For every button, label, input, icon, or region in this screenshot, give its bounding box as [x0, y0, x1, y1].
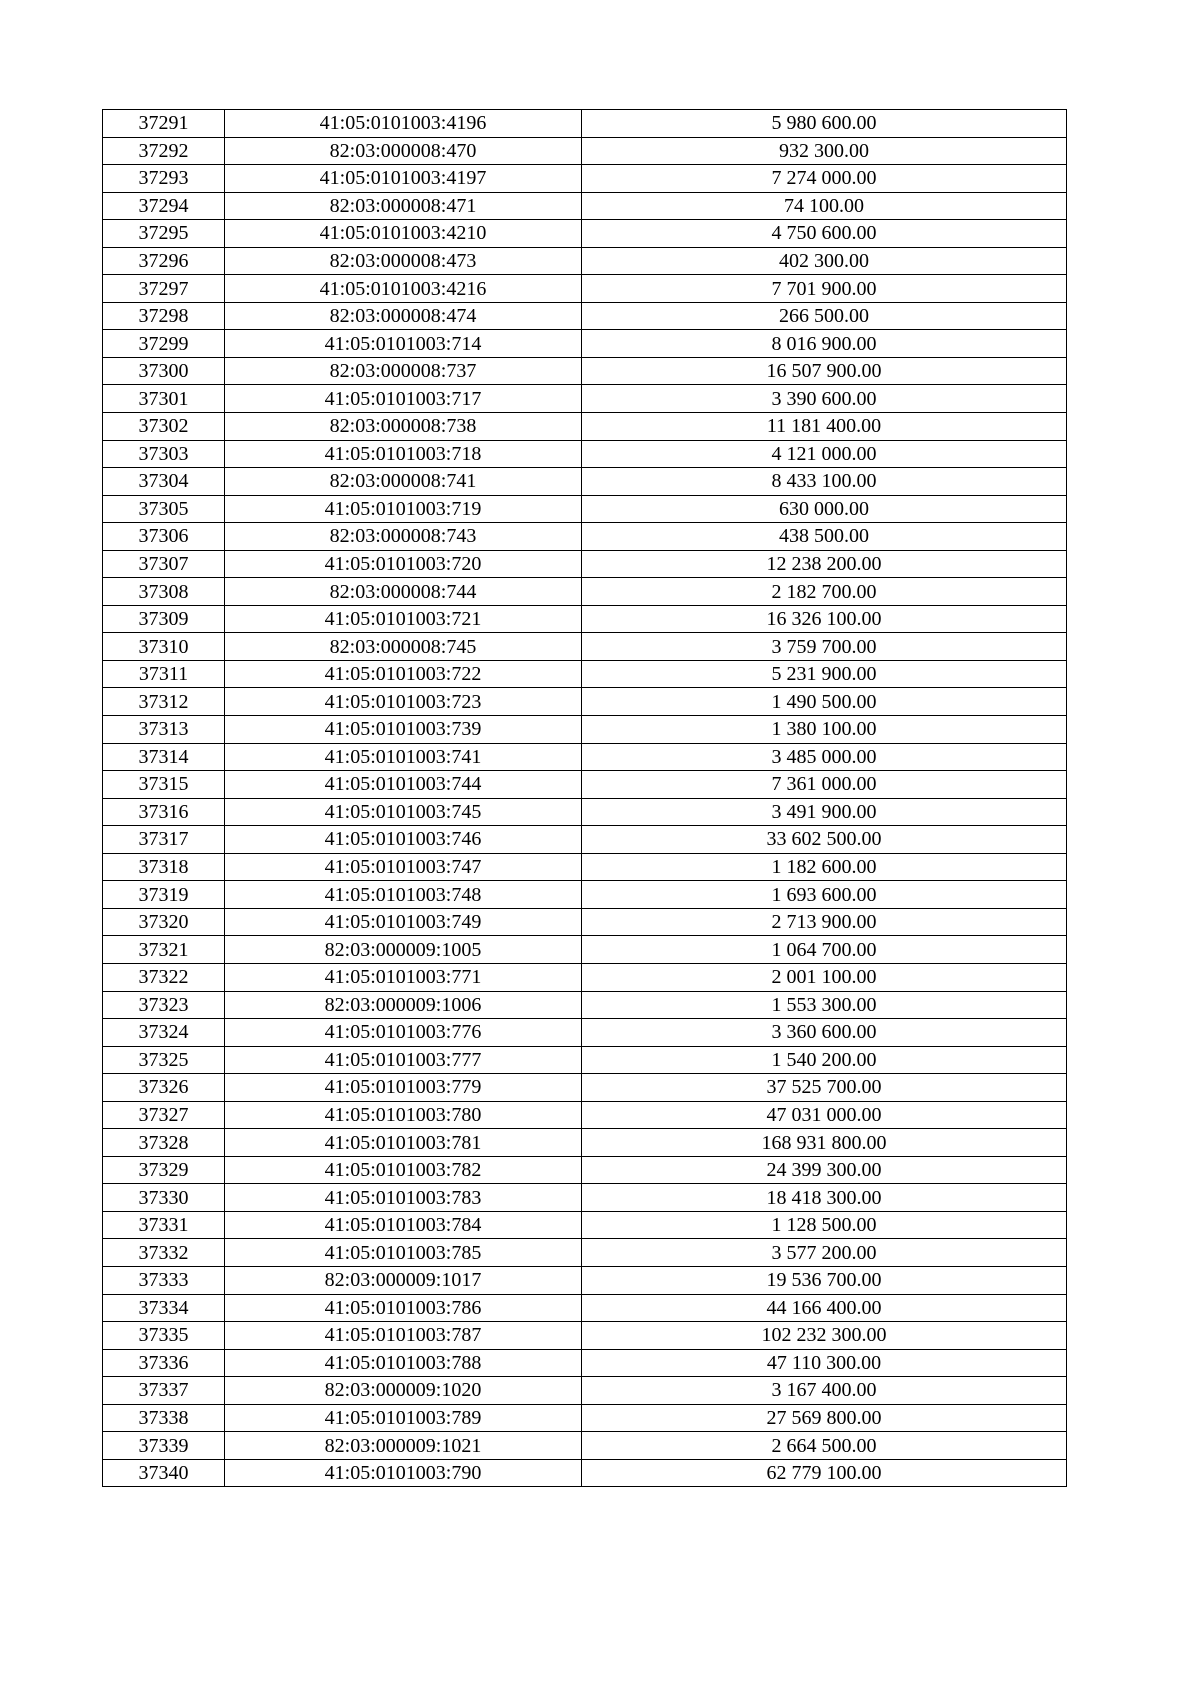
table-row: [103, 1432, 1067, 1460]
cadastral-number-cell: 82:03:000008:474: [225, 302, 582, 330]
row-number-cell: 37302: [103, 413, 225, 441]
cadastral-value-cell: 1 128 500.00: [582, 1211, 1067, 1239]
cadastral-number-cell: 41:05:0101003:4196: [225, 110, 582, 138]
cadastral-number-cell: 82:03:000008:741: [225, 468, 582, 496]
row-number-cell: 37293: [103, 165, 225, 193]
row-number-cell: 37315: [103, 771, 225, 799]
table-row: [103, 578, 1067, 606]
row-number-cell: 37337: [103, 1377, 225, 1405]
row-number-cell: 37305: [103, 495, 225, 523]
row-number-cell: 37339: [103, 1432, 225, 1460]
cadastral-number-cell: 41:05:0101003:745: [225, 798, 582, 826]
row-number-cell: 37306: [103, 523, 225, 551]
row-number-cell: 37320: [103, 908, 225, 936]
table-row: [103, 1019, 1067, 1047]
cadastral-value-cell: 19 536 700.00: [582, 1266, 1067, 1294]
table-row: [103, 1129, 1067, 1157]
cadastral-number-cell: 82:03:000009:1020: [225, 1377, 582, 1405]
table-row: [103, 192, 1067, 220]
cadastral-value-cell: 18 418 300.00: [582, 1184, 1067, 1212]
cadastral-value-cell: 3 485 000.00: [582, 743, 1067, 771]
table-row: [103, 991, 1067, 1019]
cadastral-number-cell: 82:03:000008:471: [225, 192, 582, 220]
cadastral-number-cell: 41:05:0101003:748: [225, 881, 582, 909]
row-number-cell: 37325: [103, 1046, 225, 1074]
row-number-cell: 37333: [103, 1266, 225, 1294]
table-row: [103, 1322, 1067, 1350]
row-number-cell: 37309: [103, 605, 225, 633]
row-number-cell: 37321: [103, 936, 225, 964]
cadastral-number-cell: 41:05:0101003:782: [225, 1156, 582, 1184]
row-number-cell: 37326: [103, 1074, 225, 1102]
cadastral-value-cell: 47 031 000.00: [582, 1101, 1067, 1129]
row-number-cell: 37299: [103, 330, 225, 358]
cadastral-number-cell: 41:05:0101003:739: [225, 716, 582, 744]
table-row: [103, 137, 1067, 165]
row-number-cell: 37331: [103, 1211, 225, 1239]
cadastral-value-cell: 1 380 100.00: [582, 716, 1067, 744]
cadastral-value-cell: 2 001 100.00: [582, 963, 1067, 991]
cadastral-number-cell: 41:05:0101003:789: [225, 1404, 582, 1432]
cadastral-value-cell: 62 779 100.00: [582, 1459, 1067, 1487]
cadastral-number-cell: 41:05:0101003:790: [225, 1459, 582, 1487]
row-number-cell: 37318: [103, 853, 225, 881]
cadastral-number-cell: 41:05:0101003:719: [225, 495, 582, 523]
cadastral-value-cell: 4 750 600.00: [582, 220, 1067, 248]
row-number-cell: 37327: [103, 1101, 225, 1129]
table-row: [103, 771, 1067, 799]
row-number-cell: 37338: [103, 1404, 225, 1432]
table-row: [103, 743, 1067, 771]
row-number-cell: 37300: [103, 357, 225, 385]
cadastral-number-cell: 41:05:0101003:749: [225, 908, 582, 936]
cadastral-value-cell: 7 274 000.00: [582, 165, 1067, 193]
cadastral-number-cell: 41:05:0101003:4210: [225, 220, 582, 248]
table-row: [103, 1404, 1067, 1432]
table-row: [103, 605, 1067, 633]
cadastral-value-cell: 402 300.00: [582, 247, 1067, 275]
row-number-cell: 37304: [103, 468, 225, 496]
cadastral-value-cell: 3 167 400.00: [582, 1377, 1067, 1405]
table-row: [103, 908, 1067, 936]
cadastral-number-cell: 41:05:0101003:771: [225, 963, 582, 991]
table-row: [103, 247, 1067, 275]
table-row: [103, 275, 1067, 303]
table-row: [103, 1101, 1067, 1129]
cadastral-value-cell: 630 000.00: [582, 495, 1067, 523]
table-row: [103, 302, 1067, 330]
cadastral-number-cell: 82:03:000009:1021: [225, 1432, 582, 1460]
cadastral-value-cell: 47 110 300.00: [582, 1349, 1067, 1377]
table-row: [103, 495, 1067, 523]
row-number-cell: 37336: [103, 1349, 225, 1377]
cadastral-value-cell: 1 064 700.00: [582, 936, 1067, 964]
cadastral-value-cell: 3 390 600.00: [582, 385, 1067, 413]
table-row: [103, 826, 1067, 854]
table-row: [103, 1156, 1067, 1184]
table-row: [103, 1459, 1067, 1487]
cadastral-number-cell: 41:05:0101003:787: [225, 1322, 582, 1350]
table-row: [103, 165, 1067, 193]
cadastral-value-cell: 27 569 800.00: [582, 1404, 1067, 1432]
cadastral-number-cell: 41:05:0101003:784: [225, 1211, 582, 1239]
row-number-cell: 37314: [103, 743, 225, 771]
row-number-cell: 37328: [103, 1129, 225, 1157]
cadastral-number-cell: 82:03:000008:745: [225, 633, 582, 661]
cadastral-value-cell: 932 300.00: [582, 137, 1067, 165]
cadastral-value-cell: 12 238 200.00: [582, 550, 1067, 578]
cadastral-number-cell: 82:03:000009:1006: [225, 991, 582, 1019]
row-number-cell: 37311: [103, 660, 225, 688]
cadastral-number-cell: 41:05:0101003:721: [225, 605, 582, 633]
table-row: [103, 963, 1067, 991]
table-row: [103, 110, 1067, 138]
cadastral-value-table: [102, 109, 1067, 1487]
table-row: [103, 385, 1067, 413]
cadastral-number-cell: 41:05:0101003:779: [225, 1074, 582, 1102]
cadastral-value-cell: 1 693 600.00: [582, 881, 1067, 909]
cadastral-number-cell: 41:05:0101003:723: [225, 688, 582, 716]
table-row: [103, 330, 1067, 358]
table-row: [103, 936, 1067, 964]
cadastral-value-cell: 3 759 700.00: [582, 633, 1067, 661]
table-row: [103, 1184, 1067, 1212]
row-number-cell: 37298: [103, 302, 225, 330]
table-row: [103, 881, 1067, 909]
cadastral-number-cell: 41:05:0101003:720: [225, 550, 582, 578]
row-number-cell: 37301: [103, 385, 225, 413]
cadastral-number-cell: 41:05:0101003:4197: [225, 165, 582, 193]
cadastral-value-cell: 7 361 000.00: [582, 771, 1067, 799]
cadastral-value-cell: 1 182 600.00: [582, 853, 1067, 881]
cadastral-number-cell: 41:05:0101003:783: [225, 1184, 582, 1212]
table-row: [103, 716, 1067, 744]
cadastral-value-cell: 37 525 700.00: [582, 1074, 1067, 1102]
cadastral-number-cell: 41:05:0101003:777: [225, 1046, 582, 1074]
table-row: [103, 1211, 1067, 1239]
cadastral-value-cell: 11 181 400.00: [582, 413, 1067, 441]
table-row: [103, 523, 1067, 551]
row-number-cell: 37308: [103, 578, 225, 606]
table-row: [103, 1074, 1067, 1102]
cadastral-value-cell: 1 540 200.00: [582, 1046, 1067, 1074]
cadastral-value-cell: 3 577 200.00: [582, 1239, 1067, 1267]
cadastral-number-cell: 41:05:0101003:717: [225, 385, 582, 413]
cadastral-number-cell: 41:05:0101003:744: [225, 771, 582, 799]
cadastral-value-cell: 1 490 500.00: [582, 688, 1067, 716]
cadastral-number-cell: 41:05:0101003:722: [225, 660, 582, 688]
cadastral-number-cell: 82:03:000009:1005: [225, 936, 582, 964]
cadastral-value-cell: 7 701 900.00: [582, 275, 1067, 303]
row-number-cell: 37307: [103, 550, 225, 578]
cadastral-value-cell: 266 500.00: [582, 302, 1067, 330]
table-row: [103, 798, 1067, 826]
row-number-cell: 37329: [103, 1156, 225, 1184]
cadastral-number-cell: 82:03:000008:473: [225, 247, 582, 275]
table-row: [103, 440, 1067, 468]
row-number-cell: 37292: [103, 137, 225, 165]
cadastral-number-cell: 41:05:0101003:781: [225, 1129, 582, 1157]
row-number-cell: 37296: [103, 247, 225, 275]
row-number-cell: 37291: [103, 110, 225, 138]
cadastral-value-cell: 3 491 900.00: [582, 798, 1067, 826]
cadastral-number-cell: 41:05:0101003:718: [225, 440, 582, 468]
row-number-cell: 37330: [103, 1184, 225, 1212]
cadastral-number-cell: 41:05:0101003:747: [225, 853, 582, 881]
table-row: [103, 413, 1067, 441]
row-number-cell: 37295: [103, 220, 225, 248]
cadastral-value-cell: 2 664 500.00: [582, 1432, 1067, 1460]
cadastral-number-cell: 82:03:000009:1017: [225, 1266, 582, 1294]
table-row: [103, 1239, 1067, 1267]
row-number-cell: 37323: [103, 991, 225, 1019]
row-number-cell: 37324: [103, 1019, 225, 1047]
cadastral-number-cell: 82:03:000008:744: [225, 578, 582, 606]
table-row: [103, 660, 1067, 688]
cadastral-number-cell: 41:05:0101003:785: [225, 1239, 582, 1267]
cadastral-number-cell: 41:05:0101003:741: [225, 743, 582, 771]
cadastral-number-cell: 41:05:0101003:788: [225, 1349, 582, 1377]
table-body: [103, 110, 1067, 1487]
cadastral-value-cell: 24 399 300.00: [582, 1156, 1067, 1184]
cadastral-number-cell: 82:03:000008:470: [225, 137, 582, 165]
row-number-cell: 37313: [103, 716, 225, 744]
cadastral-value-cell: 16 326 100.00: [582, 605, 1067, 633]
cadastral-value-cell: 5 231 900.00: [582, 660, 1067, 688]
cadastral-value-cell: 5 980 600.00: [582, 110, 1067, 138]
table-row: [103, 1266, 1067, 1294]
row-number-cell: 37322: [103, 963, 225, 991]
row-number-cell: 37303: [103, 440, 225, 468]
table-row: [103, 468, 1067, 496]
cadastral-value-cell: 44 166 400.00: [582, 1294, 1067, 1322]
table-row: [103, 220, 1067, 248]
table-row: [103, 853, 1067, 881]
cadastral-value-cell: 33 602 500.00: [582, 826, 1067, 854]
cadastral-value-cell: 102 232 300.00: [582, 1322, 1067, 1350]
cadastral-value-cell: 16 507 900.00: [582, 357, 1067, 385]
cadastral-value-cell: 2 182 700.00: [582, 578, 1067, 606]
cadastral-value-cell: 8 016 900.00: [582, 330, 1067, 358]
row-number-cell: 37335: [103, 1322, 225, 1350]
table-row: [103, 1349, 1067, 1377]
cadastral-value-cell: 2 713 900.00: [582, 908, 1067, 936]
table-row: [103, 357, 1067, 385]
cadastral-number-cell: 41:05:0101003:786: [225, 1294, 582, 1322]
table-row: [103, 633, 1067, 661]
cadastral-number-cell: 82:03:000008:738: [225, 413, 582, 441]
cadastral-number-cell: 82:03:000008:737: [225, 357, 582, 385]
cadastral-number-cell: 41:05:0101003:780: [225, 1101, 582, 1129]
cadastral-number-cell: 82:03:000008:743: [225, 523, 582, 551]
cadastral-number-cell: 41:05:0101003:714: [225, 330, 582, 358]
cadastral-value-cell: 168 931 800.00: [582, 1129, 1067, 1157]
table-row: [103, 550, 1067, 578]
table-row: [103, 1294, 1067, 1322]
cadastral-value-cell: 438 500.00: [582, 523, 1067, 551]
row-number-cell: 37316: [103, 798, 225, 826]
row-number-cell: 37317: [103, 826, 225, 854]
table-row: [103, 1377, 1067, 1405]
cadastral-number-cell: 41:05:0101003:776: [225, 1019, 582, 1047]
row-number-cell: 37297: [103, 275, 225, 303]
cadastral-number-cell: 41:05:0101003:4216: [225, 275, 582, 303]
cadastral-value-cell: 1 553 300.00: [582, 991, 1067, 1019]
row-number-cell: 37294: [103, 192, 225, 220]
row-number-cell: 37340: [103, 1459, 225, 1487]
cadastral-value-cell: 3 360 600.00: [582, 1019, 1067, 1047]
row-number-cell: 37312: [103, 688, 225, 716]
row-number-cell: 37319: [103, 881, 225, 909]
cadastral-value-cell: 8 433 100.00: [582, 468, 1067, 496]
row-number-cell: 37310: [103, 633, 225, 661]
cadastral-value-cell: 74 100.00: [582, 192, 1067, 220]
row-number-cell: 37332: [103, 1239, 225, 1267]
cadastral-number-cell: 41:05:0101003:746: [225, 826, 582, 854]
cadastral-value-cell: 4 121 000.00: [582, 440, 1067, 468]
row-number-cell: 37334: [103, 1294, 225, 1322]
table-row: [103, 1046, 1067, 1074]
table-row: [103, 688, 1067, 716]
